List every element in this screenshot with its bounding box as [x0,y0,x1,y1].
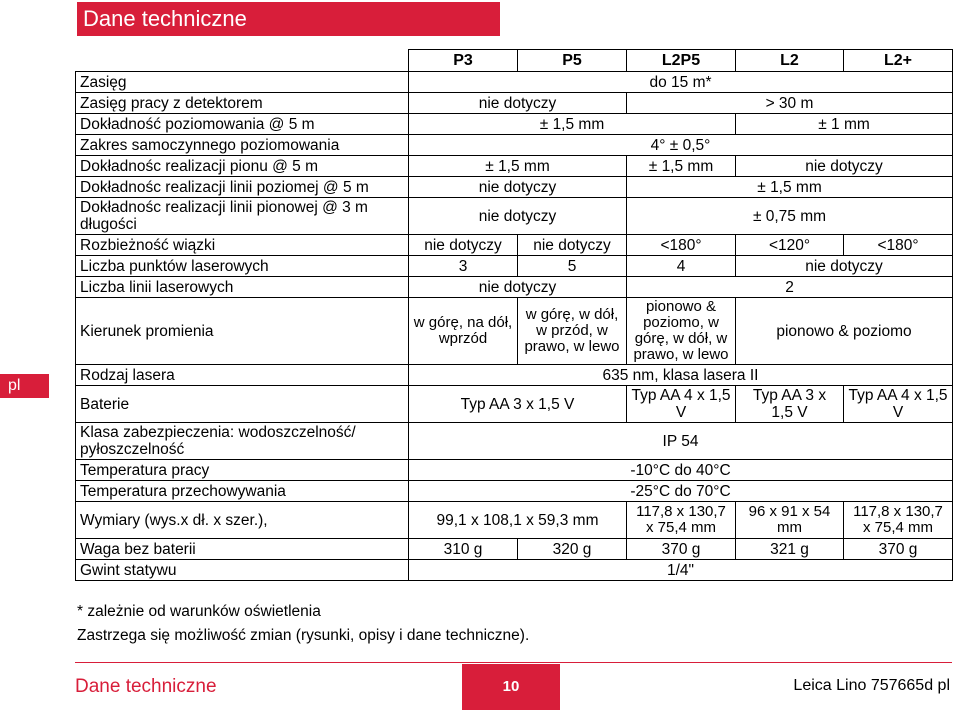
row-label: Dokładność poziomowania @ 5 m [76,114,409,135]
table-row [76,135,953,156]
table-row [76,93,953,114]
table-row [76,156,953,177]
table-row [76,177,953,198]
cell-value: > 30 m [627,93,953,114]
cell-value: ± 1,5 mm [409,114,736,135]
row-label: Dokładnośc realizacji linii pionowej @ 3 m długości [76,198,409,235]
cell-value: <180° [627,235,736,256]
table-row [76,298,953,365]
cell-value: ± 1,5 mm [627,177,953,198]
cell-value: 117,8 x 130,7 x 75,4 mm [844,502,953,539]
cell-value: 635 nm, klasa lasera II [409,365,953,386]
spec-table [75,49,953,581]
table-row [76,386,953,423]
cell-value: 2 [627,277,953,298]
cell-value: pionowo & poziomo, w górę, w dół, w prawo, w lewo [627,298,736,365]
table-header-row [76,50,953,72]
cell-value: <180° [844,235,953,256]
footer-section-title: Dane techniczne [75,676,217,697]
row-label: Rozbieżność wiązki [76,235,409,256]
cell-value: nie dotyczy [409,93,627,114]
disclaimer: Zastrzega się możliwość zmian (rysunki, opisy i dane techniczne). [77,627,530,644]
cell-value: IP 54 [409,423,953,460]
cell-value: 4° ± 0,5° [409,135,953,156]
cell-value: Typ AA 4 x 1,5 V [844,386,953,423]
cell-value: 321 g [736,539,844,560]
cell-value: nie dotyczy [736,256,953,277]
row-label: Zasięg [76,72,409,93]
table-row [76,277,953,298]
table-row [76,256,953,277]
row-label: Dokładnośc realizacji pionu @ 5 m [76,156,409,177]
row-label: Klasa zabezpieczenia: wodoszczelność/ pyłoszczelność [76,423,409,460]
footer-divider [75,662,952,663]
cell-value: 310 g [409,539,518,560]
cell-value: 117,8 x 130,7 x 75,4 mm [627,502,736,539]
table-row [76,198,953,235]
cell-value: 5 [518,256,627,277]
cell-value: ± 1 mm [736,114,953,135]
header-blank-cell [76,50,409,72]
table-row [76,114,953,135]
cell-value: Typ AA 3 x 1,5 V [409,386,627,423]
table-row [76,481,953,502]
footer-document-id: Leica Lino 757665d pl [793,677,950,694]
row-label: Rodzaj lasera [76,365,409,386]
cell-value: nie dotyczy [409,235,518,256]
cell-value: nie dotyczy [409,277,627,298]
row-label: Temperatura pracy [76,460,409,481]
row-label: Temperatura przechowywania [76,481,409,502]
row-label: Liczba linii laserowych [76,277,409,298]
cell-value: 4 [627,256,736,277]
row-label: Kierunek promienia [76,298,409,365]
cell-value: nie dotyczy [518,235,627,256]
cell-value: ± 1,5 mm [409,156,627,177]
cell-value: ± 0,75 mm [627,198,953,235]
cell-value: nie dotyczy [409,177,627,198]
table-row [76,560,953,581]
row-label: Wymiary (wys.x dł. x szer.), [76,502,409,539]
column-header-l2p5: L2P5 [627,50,736,72]
cell-value: 1/4" [409,560,953,581]
notes [77,602,529,650]
cell-value: Typ AA 4 x 1,5 V [627,386,736,423]
table-row [76,423,953,460]
cell-value: 3 [409,256,518,277]
column-header-p3: P3 [409,50,518,72]
cell-value: w górę, w dół, w przód, w prawo, w lewo [518,298,627,365]
row-label: Zasięg pracy z detektorem [76,93,409,114]
section-title: Dane techniczne [77,2,500,36]
footnote: * zależnie od warunków oświetlenia [77,603,321,620]
cell-value: 320 g [518,539,627,560]
table-row [76,460,953,481]
cell-value: 96 x 91 x 54 mm [736,502,844,539]
cell-value: 370 g [844,539,953,560]
cell-value: ± 1,5 mm [627,156,736,177]
table-row [76,502,953,539]
table-row [76,72,953,93]
row-label: Zakres samoczynnego poziomowania [76,135,409,156]
table-row [76,539,953,560]
cell-value: do 15 m* [409,72,953,93]
cell-value: nie dotyczy [409,198,627,235]
column-header-l2: L2 [736,50,844,72]
column-header-p5: P5 [518,50,627,72]
row-label: Liczba punktów laserowych [76,256,409,277]
cell-value: Typ AA 3 x 1,5 V [736,386,844,423]
cell-value: -25°C do 70°C [409,481,953,502]
cell-value: 370 g [627,539,736,560]
page-number: 10 [462,664,560,710]
cell-value: w górę, na dół, wprzód [409,298,518,365]
language-tab: pl [0,374,49,398]
column-header-l2plus: L2+ [844,50,953,72]
table-row [76,235,953,256]
cell-value: nie dotyczy [736,156,953,177]
cell-value: pionowo & poziomo [736,298,953,365]
table-row [76,365,953,386]
row-label: Baterie [76,386,409,423]
cell-value: -10°C do 40°C [409,460,953,481]
row-label: Dokładnośc realizacji linii poziomej @ 5 m [76,177,409,198]
row-label: Gwint statywu [76,560,409,581]
cell-value: <120° [736,235,844,256]
cell-value: 99,1 x 108,1 x 59,3 mm [409,502,627,539]
row-label: Waga bez baterii [76,539,409,560]
